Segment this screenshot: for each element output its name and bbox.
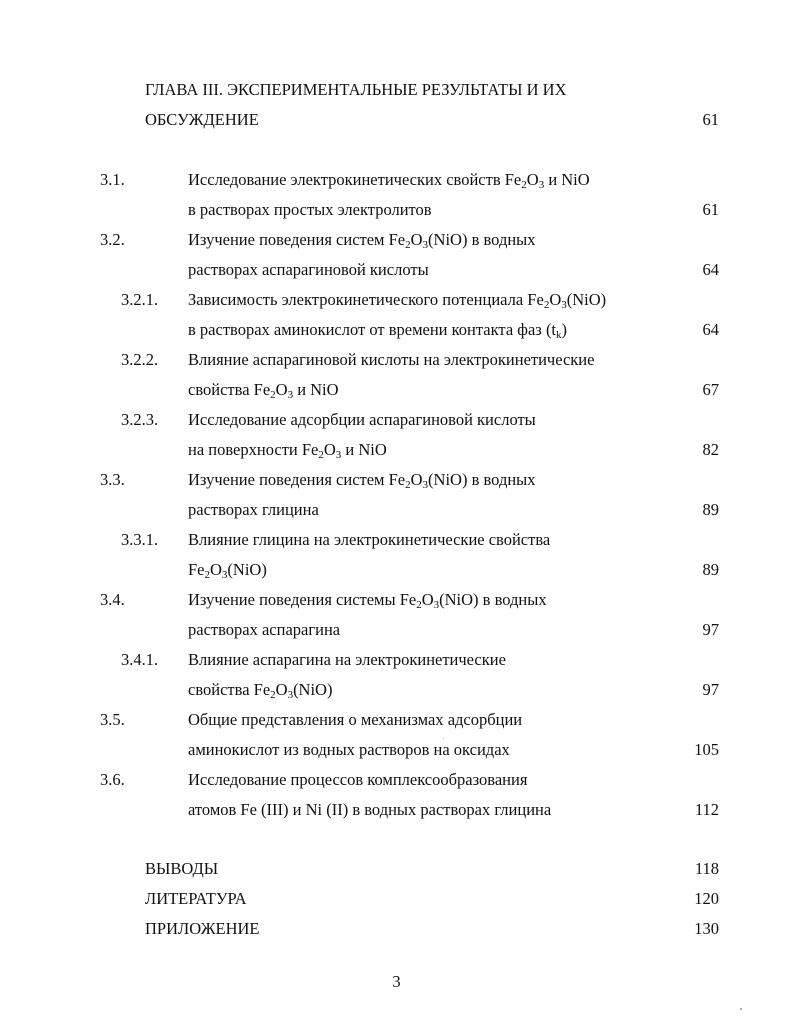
backmatter-label: ВЫВОДЫ <box>145 859 219 878</box>
section-number: 3.1. <box>100 170 125 189</box>
text-run: (NiO) <box>227 560 267 579</box>
chapter-title-line1: ГЛАВА III. ЭКСПЕРИМЕНТАЛЬНЫЕ РЕЗУЛЬТАТЫ И ИХ <box>145 80 567 99</box>
subscript: 2 <box>270 389 276 401</box>
section-page: 97 <box>702 620 719 639</box>
text-run: O <box>410 230 423 249</box>
backmatter-label: ЛИТЕРАТУРА <box>145 889 247 908</box>
text-run: свойства Fe <box>188 680 271 699</box>
section-title-line1 <box>188 230 536 250</box>
text-run: Изучение поведения систем Fe <box>188 470 406 489</box>
text-run: O <box>549 290 562 309</box>
text-run: (NiO) <box>566 290 607 309</box>
section-title-line1 <box>188 170 590 190</box>
section-page: 82 <box>702 440 719 459</box>
text-run: O <box>410 470 423 489</box>
text-run: растворах аспарагиновой кислоты <box>188 260 429 279</box>
section-number: 3.5. <box>100 710 125 729</box>
text-run: Fe <box>188 560 205 579</box>
text-run: Влияние аспарагиновой кислоты на электрокинетические <box>188 350 595 369</box>
section-page: 64 <box>702 260 719 279</box>
text-run: и NiO <box>341 440 387 459</box>
section-title-line2 <box>188 740 510 760</box>
subscript: 2 <box>543 299 550 311</box>
section-title-line1 <box>188 710 522 730</box>
text-run: O <box>421 590 434 609</box>
text-run: растворах глицина <box>188 500 319 519</box>
text-run: Общие представления о механизмах адсорбции <box>188 710 523 729</box>
text-run: O <box>275 380 288 399</box>
text-run: аминокислот из водных растворов на оксидах <box>188 740 510 759</box>
text-run: (NiO) в водных <box>428 470 536 489</box>
section-number: 3.2.1. <box>121 290 159 309</box>
section-number: 3.2.3. <box>121 410 159 429</box>
section-title-line1 <box>188 290 606 310</box>
section-title-line1 <box>188 410 536 430</box>
section-number: 3.4.1. <box>121 650 159 669</box>
chapter-page: 61 <box>702 110 719 129</box>
page-number: 3 <box>392 972 401 991</box>
section-title-line2 <box>188 680 332 700</box>
section-title-line2 <box>188 320 567 340</box>
chapter-title-line2: ОБСУЖДЕНИЕ <box>145 110 259 129</box>
subscript: 2 <box>270 689 276 701</box>
section-number: 3.4. <box>100 590 125 609</box>
subscript: 2 <box>405 239 411 251</box>
subscript: 2 <box>405 479 411 491</box>
section-number: 3.2. <box>100 230 125 249</box>
section-title-line2 <box>188 620 340 640</box>
scan-speck <box>740 1008 742 1010</box>
section-page: 112 <box>694 800 719 819</box>
section-title-line2 <box>188 800 551 820</box>
subscript: 3 <box>287 389 294 401</box>
text-run: атомов Fe (III) и Ni (II) в водных растворах глицина <box>188 800 552 819</box>
backmatter-page: 130 <box>694 919 719 938</box>
text-run: Изучение поведения системы Fe <box>188 590 417 609</box>
section-page: 105 <box>694 740 719 759</box>
text-run: (NiO) в водных <box>439 590 547 609</box>
subscript: 3 <box>422 239 429 251</box>
section-title-line2 <box>188 260 429 280</box>
text-run: (NiO) в водных <box>428 230 536 249</box>
subscript: 2 <box>416 599 422 611</box>
text-run: Исследование процессов комплексообразования <box>188 770 528 789</box>
section-title-line1 <box>188 590 547 610</box>
text-run: растворах аспарагина <box>188 620 341 639</box>
scan-speck <box>443 738 444 739</box>
text-run: ) <box>561 320 568 339</box>
section-page: 89 <box>702 560 719 579</box>
section-title-line1 <box>188 530 550 550</box>
text-run: Изучение поведения систем Fe <box>188 230 406 249</box>
section-page: 97 <box>702 680 719 699</box>
section-title-line2 <box>188 380 339 400</box>
section-number: 3.3.1. <box>121 530 159 549</box>
section-title-line2 <box>188 200 432 220</box>
text-run: (NiO) <box>293 680 333 699</box>
subscript: 3 <box>422 479 429 491</box>
text-run: O <box>210 560 222 579</box>
section-page: 64 <box>702 320 719 339</box>
section-title-line2 <box>188 440 387 460</box>
subscript: 2 <box>318 449 324 461</box>
text-run: в растворах простых электролитов <box>188 200 432 219</box>
subscript: 3 <box>287 689 294 701</box>
subscript: 2 <box>521 179 527 191</box>
section-title-line1 <box>188 770 527 790</box>
text-run: Влияние аспарагина на электрокинетические <box>188 650 506 669</box>
section-title-line2 <box>188 500 319 520</box>
subscript: k <box>556 329 562 341</box>
text-run: Влияние глицина на электрокинетические свойства <box>188 530 551 549</box>
text-run: O <box>323 440 336 459</box>
section-title-line1 <box>188 350 594 370</box>
subscript: 3 <box>561 299 567 311</box>
subscript: 3 <box>538 179 545 191</box>
subscript: 3 <box>433 599 440 611</box>
text-run: O <box>275 680 288 699</box>
subscript: 3 <box>335 449 342 461</box>
text-run: свойства Fe <box>188 380 271 399</box>
subscript: 2 <box>204 569 210 581</box>
backmatter-label: ПРИЛОЖЕНИЕ <box>145 919 260 938</box>
text-run: O <box>526 170 539 189</box>
backmatter-page: 120 <box>694 889 719 908</box>
text-run: и NiO <box>544 170 590 189</box>
text-run: Исследование электрокинетических свойств Fe <box>188 170 522 189</box>
section-number: 3.6. <box>100 770 125 789</box>
section-page: 61 <box>702 200 719 219</box>
text-run: Исследование адсорбции аспарагиновой кислоты <box>188 410 536 429</box>
section-page: 89 <box>702 500 719 519</box>
section-title-line1 <box>188 650 506 670</box>
text-run: и NiO <box>293 380 339 399</box>
section-title-line2 <box>188 560 267 580</box>
section-number: 3.2.2. <box>121 350 159 369</box>
section-title-line1 <box>188 470 536 490</box>
subscript: 3 <box>221 569 228 581</box>
text-run: в растворах аминокислот от времени контакта фаз (t <box>188 320 557 339</box>
backmatter-page: 118 <box>694 859 719 878</box>
section-page: 67 <box>702 380 719 399</box>
text-run: на поверхности Fe <box>188 440 319 459</box>
text-run: Зависимость электрокинетического потенциала Fe <box>188 290 544 309</box>
section-number: 3.3. <box>100 470 125 489</box>
